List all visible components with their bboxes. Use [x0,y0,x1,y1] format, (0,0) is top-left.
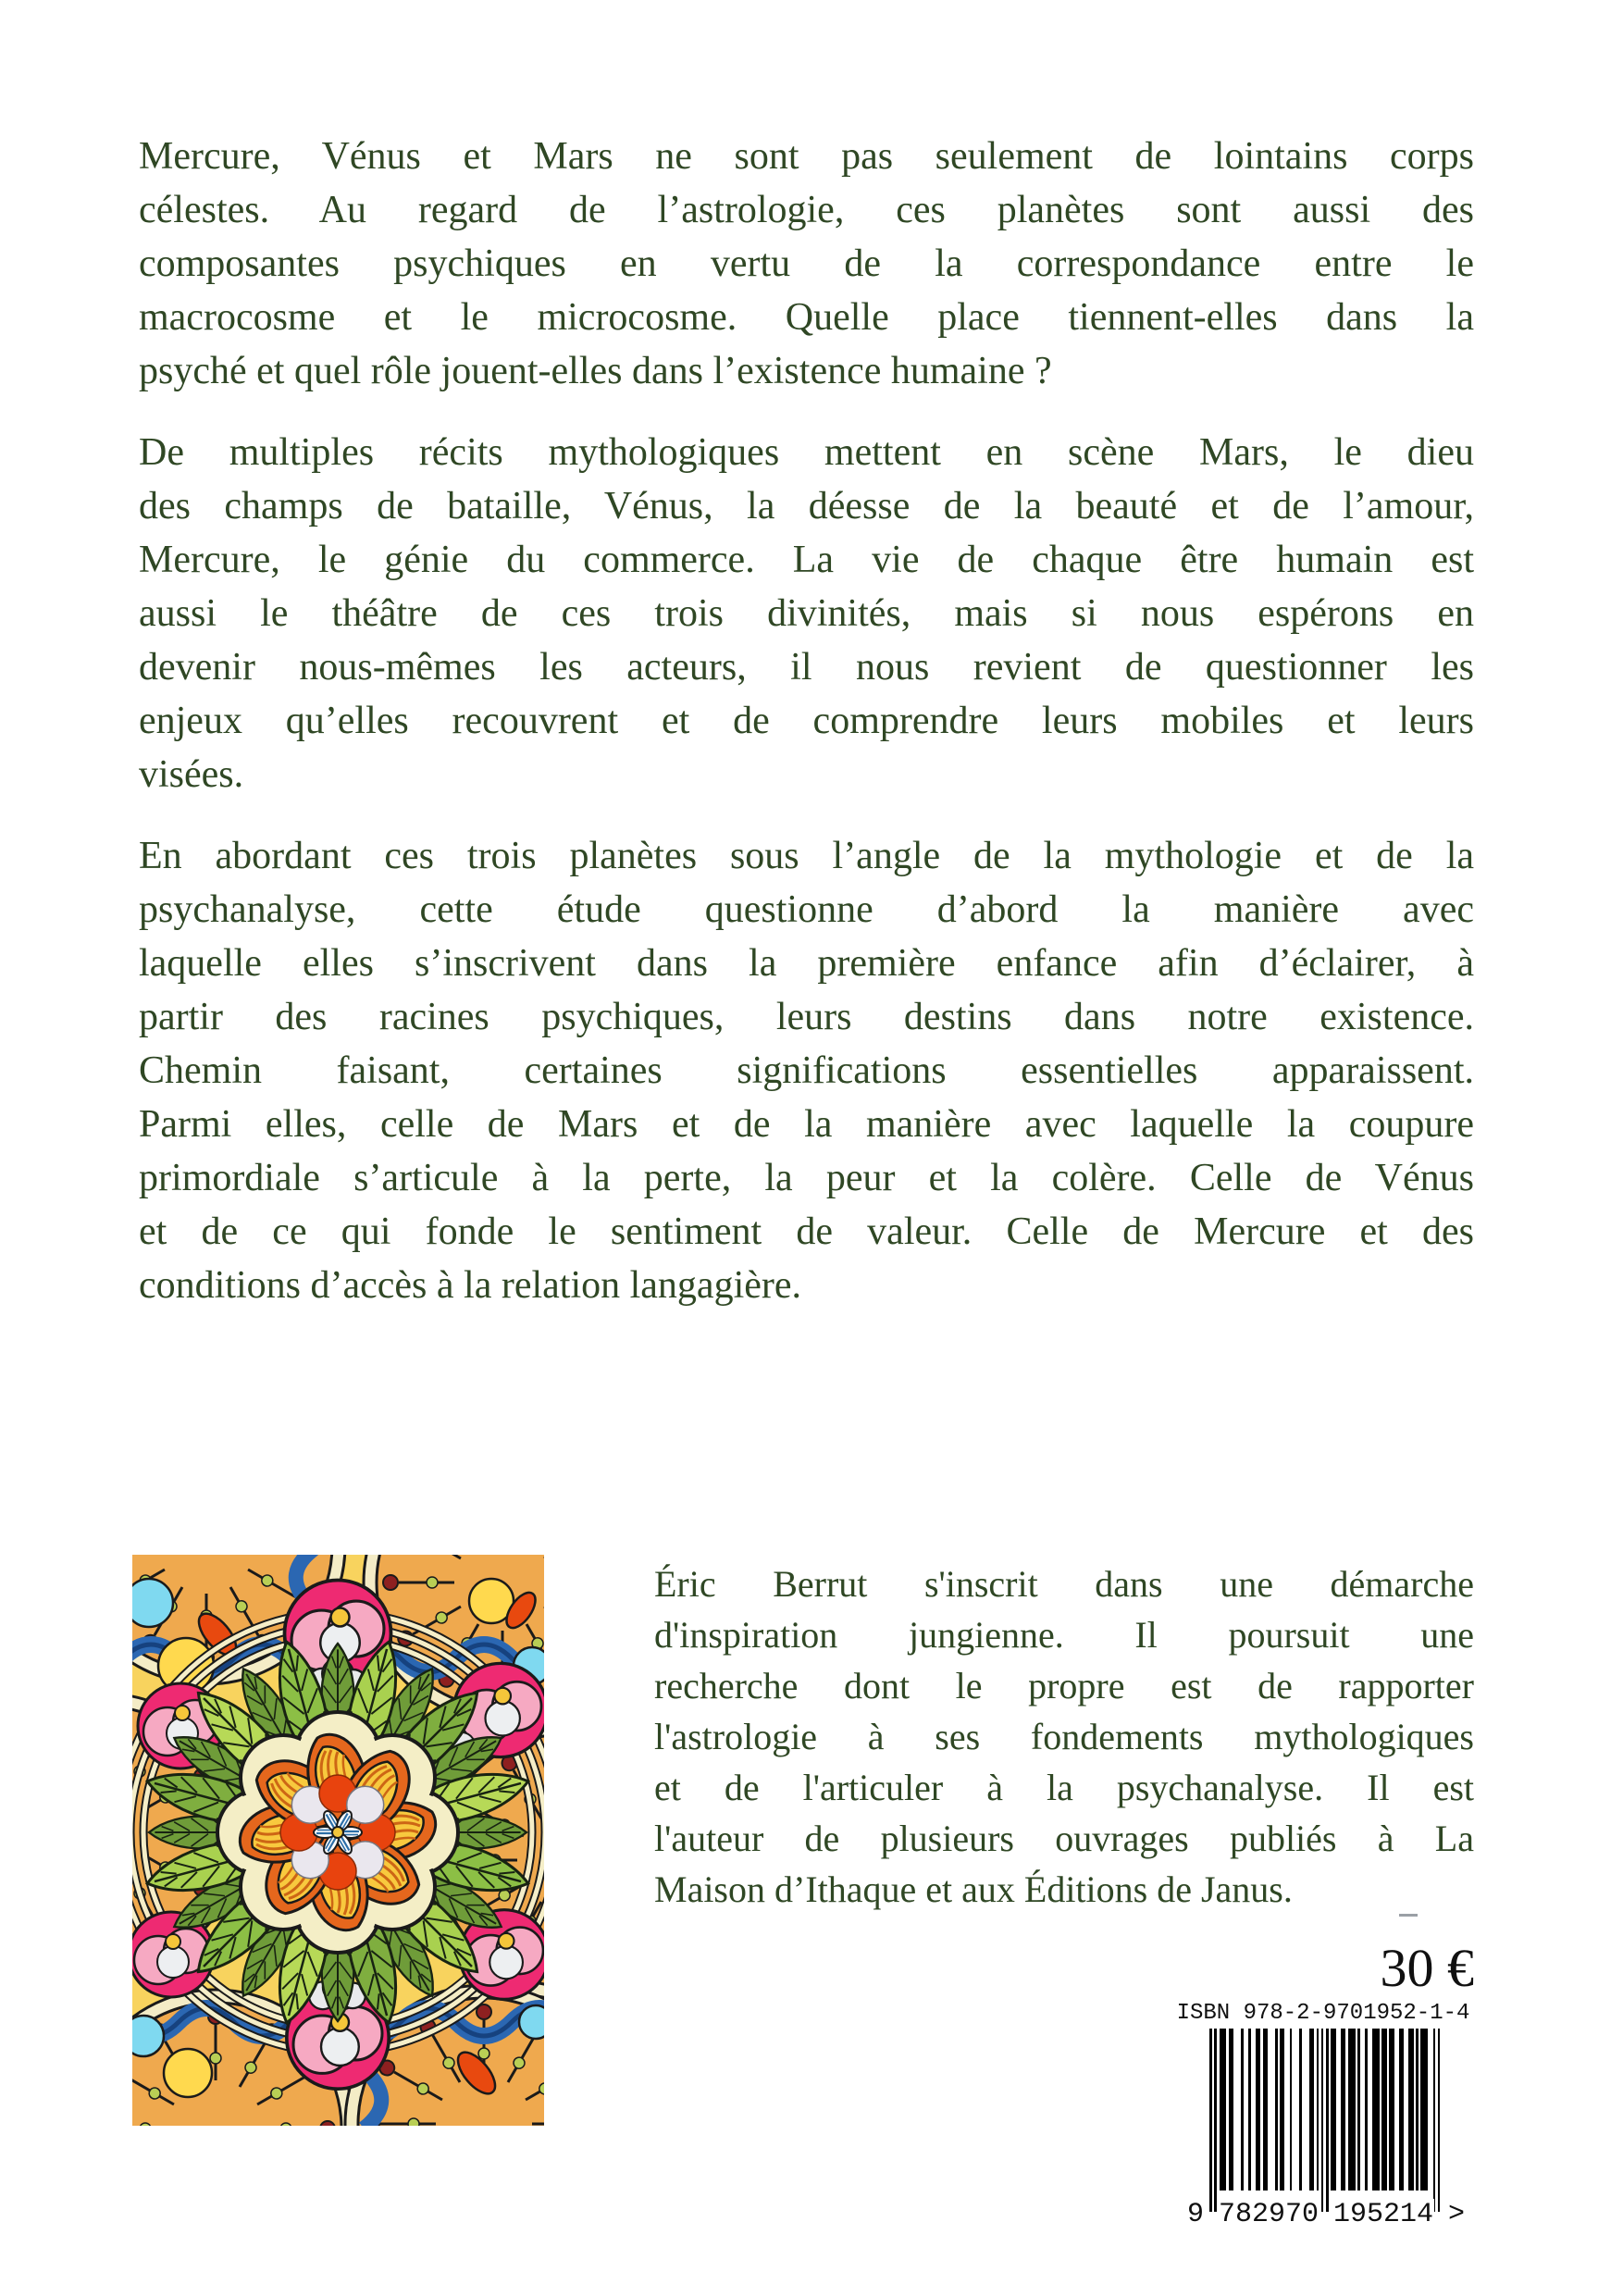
text-line: macrocosme et le microcosme. Quelle place tiennent-elles dans la [139,296,1474,339]
cover-art [132,1555,544,2126]
synopsis-paragraph-2 [139,426,1474,801]
mandala-illustration [132,1555,544,2126]
text-line: l'auteur de plusieurs ouvrages publiés à La [654,1818,1474,1859]
isbn-label: ISBN 978-2-9701952-1-4 [1176,2001,1470,2026]
text-line: et de l'articuler à la psychanalyse. Il est [654,1767,1474,1808]
text-line: Mercure, Vénus et Mars ne sont pas seulement de lointains corps [139,135,1474,178]
barcode-bar [1438,2029,1441,2212]
text-line: De multiples récits mythologiques mettent en scène Mars, le dieu [139,431,1474,474]
text-line: et de ce qui fonde le sentiment de valeur. Celle de Mercure et des [139,1210,1474,1253]
price: 30 € [1380,1938,1474,1998]
text-line: d'inspiration jungienne. Il poursuit une [654,1614,1474,1656]
author-bio [654,1558,1474,1915]
stray-print-mark [1399,1914,1418,1917]
text-line: Chemin faisant, certaines significations essentielles apparaissent. [139,1049,1474,1092]
text-line: devenir nous-mêmes les acteurs, il nous revient de questionner les [139,646,1474,689]
text-line: aussi le théâtre de ces trois divinités, mais si nous espérons en [139,592,1474,635]
barcode-digits [1186,2199,1466,2230]
text-line: partir des racines psychiques, leurs destins dans notre existence. [139,996,1474,1038]
text-line: des champs de bataille, Vénus, la déesse de la beauté et de l’amour, [139,485,1474,527]
text-line: En abordant ces trois planètes sous l’angle de la mythologie et de la [139,835,1474,877]
text-line: l'astrologie à ses fondements mythologiques [654,1716,1474,1757]
text-line: psychanalyse, cette étude questionne d’abord la manière avec [139,888,1474,931]
barcode-digit-group: 9 [1187,2199,1205,2230]
text-line: laquelle elles s’inscrivent dans la première enfance afin d’éclairer, à [139,942,1474,985]
text-line: Parmi elles, celle de Mars et de la manière avec laquelle la coupure [139,1103,1474,1146]
text-line: primordiale s’articule à la perte, la peur et la colère. Celle de Vénus [139,1157,1474,1199]
text-line: recherche dont le propre est de rapporter [654,1665,1474,1706]
text-line: Maison d’Ithaque et aux Éditions de Janus. [654,1868,1293,1910]
barcode-digit-group: 195214 [1332,2199,1434,2230]
text-line: Mercure, le génie du commerce. La vie de chaque être humain est [139,539,1474,581]
barcode-quiet-zone-mark: > [1447,2199,1465,2230]
synopsis-paragraph-3 [139,829,1474,1312]
text-line: Éric Berrut s'inscrit dans une démarche [654,1563,1474,1605]
ean13-barcode [1209,2029,1441,2214]
barcode-bars [1209,2029,1441,2214]
synopsis [139,130,1474,1340]
barcode-digit-group: 782970 [1218,2199,1319,2230]
text-line: composantes psychiques en vertu de la correspondance entre le [139,242,1474,285]
text-line: célestes. Au regard de l’astrologie, ces planètes sont aussi des [139,189,1474,231]
text-line: visées. [139,753,244,796]
text-line: conditions d’accès à la relation langagière. [139,1264,802,1307]
text-line: psyché et quel rôle jouent-elles dans l’existence humaine ? [139,350,1052,392]
text-line: enjeux qu’elles recouvrent et de comprendre leurs mobiles et leurs [139,700,1474,742]
synopsis-paragraph-1 [139,130,1474,398]
